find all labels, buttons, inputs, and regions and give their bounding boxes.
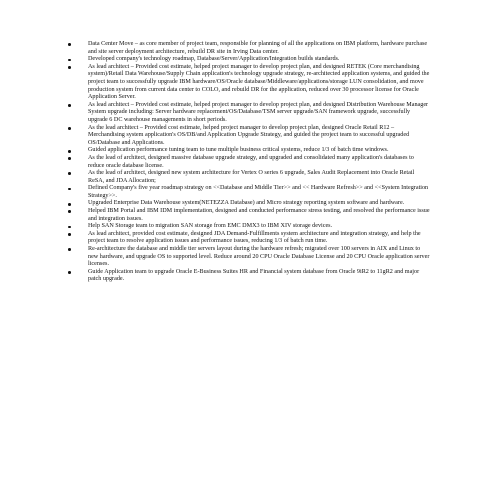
list-item-text: Helped IBM Portal and IBM IDM implementation, designed and conducted performance stress testing, and resolved the performance issue and integration issues. [88, 208, 430, 222]
bullet-icon [68, 210, 71, 213]
list-item-text: As the lead of architect, designed massive database upgrade strategy, and upgraded and consolidated many application's databases to reduce oracle database license. [88, 154, 414, 169]
list-item-text: Defined Company's five year roadmap strategy on <<Database and Middle Tier>> and << Hardware Refresh>> and <<System Integration Strategy>>. [88, 185, 429, 199]
bullet-icon [68, 66, 71, 69]
list-item [68, 41, 430, 56]
list-item [68, 185, 430, 200]
bullet-icon [68, 157, 71, 160]
list-item-text: As the lead architect – Provided cost estimate, helped project manager to develop project plan, designed Oracle Retail R12 –Merchandising system application's OS/DB/and Application Upgrade Strategy, and guided the project team to successful upgraded OS/Database and Applications. [88, 124, 410, 146]
list-item-text: Data Center Move – as core member of project team, responsible for planning of all the applications on IBM platform, hardware purchase and site server deployment architecture, rebuild DR site in Irving Data center. [88, 41, 428, 55]
bullet-icon [68, 104, 71, 107]
list-item-text: As the lead of architect, designed new system architecture for Vertex O series 6 upgrade, Sales Audit Replacement into Oracle Retail ReSA, and JDA Allocation; [88, 170, 415, 184]
list-item [68, 147, 430, 155]
list-item [68, 246, 430, 269]
list-item [68, 208, 430, 223]
bullet-icon [68, 203, 71, 206]
bullet-icon [68, 127, 71, 130]
list-item-text: Upgraded Enterprise Data Warehouse system(NETEZZA Database) and Micro strategy reporting system software and hardware. [88, 200, 405, 207]
list-item [68, 269, 430, 284]
list-item-text: Help SAN Storage team to migration SAN storage from EMC DMX3 to IBM XIV storage devices. [88, 223, 333, 230]
list-item [68, 231, 430, 246]
bullet-icon [68, 150, 71, 153]
list-item [68, 170, 430, 185]
list-item [68, 155, 430, 170]
bullet-icon [68, 233, 71, 236]
list-item-text: Developed company's technology roadmap, Database/Server/Application/Integration builds standards. [88, 56, 340, 63]
bullet-icon [68, 172, 71, 175]
bullet-icon [68, 43, 71, 46]
list-item [68, 223, 430, 231]
list-item-text: Guided application performance tuning team to tune multiple business critical systems, reduce 1/3 of batch time windows. [88, 147, 389, 154]
list-item [68, 56, 430, 64]
list-item [68, 102, 430, 125]
bullet-icon [68, 188, 71, 191]
list-item-text: Re-architecture the database and middle tier servers layout during the hardware refresh; migrated over 100 servers in AIX and Linux to new hardware, and upgrade OS to supported level. Reduce around 20 CPU Oracle Database License and 20 CPU Oracle application server licenses. [88, 246, 430, 268]
list-item-text: As lead architect – Provided cost estimate, helped project manager to develop project plan, and designed RETEK (Core merchandising system)/Retail Data Warehouse/Supply Chain application's technology upgrade strategy, re-architected application systems, and guided the project team to successfully upgrade IBM hardware/OS/Oracle database/Middleware/applications/storage LUN consolidation, and move production system from current data center to COLO, and rebuild DR for the application, reduced over 30 processor license for Oracle Application Server. [88, 63, 430, 101]
bullet-icon [68, 248, 71, 251]
list-item-text: As lead architect – Provided cost estimate, helped project manager to develop project plan, and designed Distribution Warehouse Manager System upgrade including: Server hardware replacement/OS/Database/TSM server upgrade/SAN framework upgrade, successfully upgrade 6 DC warehouse managements in short periods. [88, 101, 429, 123]
list-item [68, 64, 430, 102]
bullet-icon [68, 271, 71, 274]
bullet-icon [68, 59, 71, 62]
list-item [68, 125, 430, 148]
list-item-text: As lead architect, provided cost estimate, designed JDA Demand-Fulfillments system architecture and integration strategy, and help the project team to resolve application issues and performance issues, reducing 1/3 of batch run time. [88, 230, 421, 245]
experience-bullet-list [68, 41, 430, 284]
list-item [68, 200, 430, 208]
bullet-icon [68, 226, 71, 229]
list-item-text: Guide Application team to upgrade Oracle E-Business Suites HR and Financial system database from Oracle 9iR2 to 11gR2 and major patch upgrade. [88, 268, 420, 283]
